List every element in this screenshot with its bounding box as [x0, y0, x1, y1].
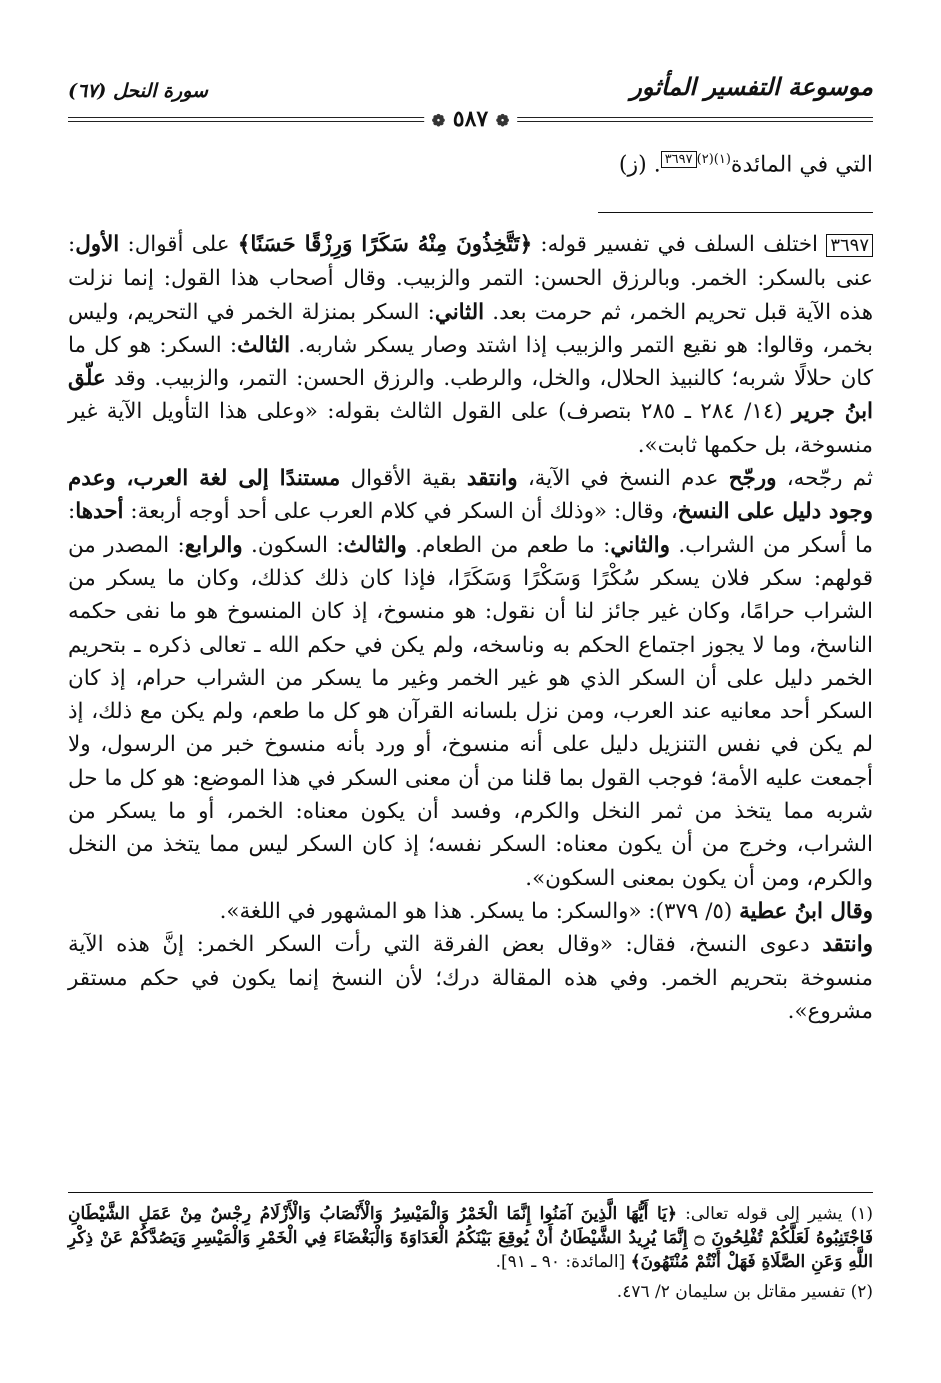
footnote-refs: (١)(٢) [696, 152, 731, 167]
text: : ما طعم من الطعام. [406, 532, 611, 558]
text: ، وقال: «وذلك أن السكر في كلام العرب على أحد أوجه أربعة: [123, 499, 678, 525]
paragraph-4 [68, 928, 873, 1028]
text: : السكر بمنزلة الخمر في التحريم، وليس بخمر، وقالوا: هو نقيع التمر والزبيب إذا اشتد وصار يسكر شاربه. [68, 299, 873, 358]
bold-term: وانتقد [466, 466, 518, 492]
text: ثم رجّحه، [776, 466, 873, 492]
text: : المصدر من قولهم: سكر فلان يسكر سُكْرًا وَسَكْرًا وَسَكَرًا، فإذا كان ذلك كذلك، وكان ما يسكر من الشراب حرامًا، وكان غير جائز لنا أن نقول: هو منسوخ، إذ كان المنسوخ هو ما نفى حكمه الناسخ، وما لا يجوز اجتماع الحكم به وناسخه، ولم يكن في حكم الله ـ تعالى ذكره ـ بتحريم الخمر دليل على أن السكر الذي هو غير الخمر وغير ما يسكر من الشراب حرام، إذ كان السكر أحد معانيه عند العرب، ومن نزل بلسانه القرآن هو كل ما طعم، ولم يكن مع ذلك، إذ لم يكن في نفس التنزيل دليل على أنه منسوخ، أو ورد بأنه منسوخ خبر من الرسول، ولا أجمعت عليه الأمة؛ فوجب القول بما قلنا من أن معنى السكر في هذا الموضع: هو كل ما حل شربه مما يتخذ من ثمر النخل والكرم، وفسد أن يكون معناه: الخمر، أو ما يسكر من الشراب، وخرج من أن يكون معناه: السكر نفسه؛ إذ كان السكر ليس مما يتخذ من النخل والكرم، ومن أن يكون بمعنى السكون». [68, 532, 873, 891]
text: [المائدة: ٩٠ ـ ٩١]. [495, 1252, 631, 1272]
quran-quote: ﴿يَا أَيُّهَا الَّذِينَ آمَنُوا إِنَّمَا الْخَمْرُ وَالْمَيْسِرُ وَالْأَنْصَابُ وَالْأَزْلَامُ رِجْسٌ مِنْ عَمَلِ الشَّيْطَانِ فَاجْتَنِبُوهُ لَعَلَّكُمْ تُفْلِحُونَ ۝ إِنَّمَا يُرِيدُ الشَّيْطَانُ أَنْ يُوقِعَ بَيْنَكُمُ الْعَدَاوَةَ وَالْبَغْضَاءَ فِي الْخَمْرِ وَالْمَيْسِرِ وَيَصُدَّكُمْ عَنْ ذِكْرِ اللَّهِ وَعَنِ الصَّلَاةِ فَهَلْ أَنْتُمْ مُنْتَهُونَ﴾ [68, 1204, 873, 1272]
body-separator [598, 212, 873, 213]
footnotes [68, 1202, 873, 1310]
quran-quote: ﴿تَتَّخِذُونَ مِنْهُ سَكَرًا وَرِزْقًا حَسَنًا﴾ [237, 232, 533, 257]
text: اختلف السلف في تفسير قوله: [532, 232, 818, 257]
bold-term: وقال ابنُ عطية [739, 898, 873, 924]
label-third: الثالث [237, 332, 291, 358]
text: : السكون. [242, 532, 344, 558]
text: على أقوال: [119, 232, 238, 257]
verse-continuation [619, 152, 873, 177]
text: (١) يشير إلى قوله تعالى: [676, 1204, 873, 1224]
surah-label: سورة النحل (٦٧) [68, 80, 208, 102]
text: (٥/ ٣٧٩): «والسكر: ما يسكر. هذا هو المشهور في اللغة». [219, 898, 740, 924]
page-header [68, 72, 873, 134]
page-number: ٥٨٧ [452, 106, 489, 132]
text: (١٤/ ٢٨٤ ـ ٢٨٥ بتصرف) على القول الثالث بقوله: «وعلى هذا التأويل الآية غير منسوخة، بل حكمها ثابت». [68, 399, 873, 458]
text: عدم النسخ في الآية، [517, 466, 729, 492]
narrator-tag: . (ز) [618, 152, 661, 178]
footnote-separator [68, 1192, 873, 1193]
paragraph-1 [68, 228, 873, 462]
bold-term: أحدها [75, 499, 124, 525]
text: : ما أسكر من الشراب. [68, 499, 874, 558]
commentary-block [68, 228, 873, 1028]
bold-term: مستندًا إلى لغة العرب، وعدم وجود دليل على النسخ [68, 466, 873, 525]
ornament-icon: ❁ [431, 111, 446, 130]
footnote-1 [68, 1202, 873, 1274]
bold-term: والثاني [610, 532, 670, 558]
text: بقية الأقوال [340, 466, 467, 492]
text: : عنى بالسكر: الخمر. وبالرزق الحسن: التمر والزبيب. وقال أصحاب هذا القول: إنما نزلت هذه الآية قبل تحريم الخمر، ثم حرمت بعد. [68, 232, 873, 325]
label-first: الأول [75, 232, 120, 257]
continuation-text: التي في المائدة [730, 152, 873, 178]
paragraph-2 [68, 462, 873, 895]
bold-term: والثالث [343, 532, 407, 558]
text: دعوى النسخ، فقال: «وقال بعض الفرقة التي رأت السكر الخمر: إنَّ هذه الآية منسوخة بتحريم الخمر. وفي هذه المقالة درك؛ لأن النسخ إنما يكون في حكم مستقر مشروع». [68, 932, 873, 1024]
book-title: موسوعة التفسير المأثور [630, 72, 873, 101]
bold-term: وانتقد [822, 932, 873, 958]
page-number-box [424, 106, 518, 132]
commentary-ref-box: ٣٦٩٧ [661, 151, 697, 168]
bold-term: والرابع [184, 532, 243, 558]
paragraph-3 [68, 895, 873, 928]
commentary-number: ٣٦٩٧ [826, 234, 873, 257]
ornament-icon: ❁ [495, 111, 510, 130]
bold-term: ورجّح [728, 466, 777, 492]
text: : السكر: هو كل ما كان حلالًا شربه؛ كالنبيذ الحلال، والخل، والرطب. والرزق الحسن: التمر، والزبيب. وقد [68, 332, 873, 392]
label-second: الثاني [434, 299, 485, 325]
alaq-ibn-jarir: علّق ابنُ جرير [68, 366, 873, 425]
footnote-2: (٢) تفسير مقاتل بن سليمان ٢/ ٤٧٦. [616, 1282, 873, 1302]
